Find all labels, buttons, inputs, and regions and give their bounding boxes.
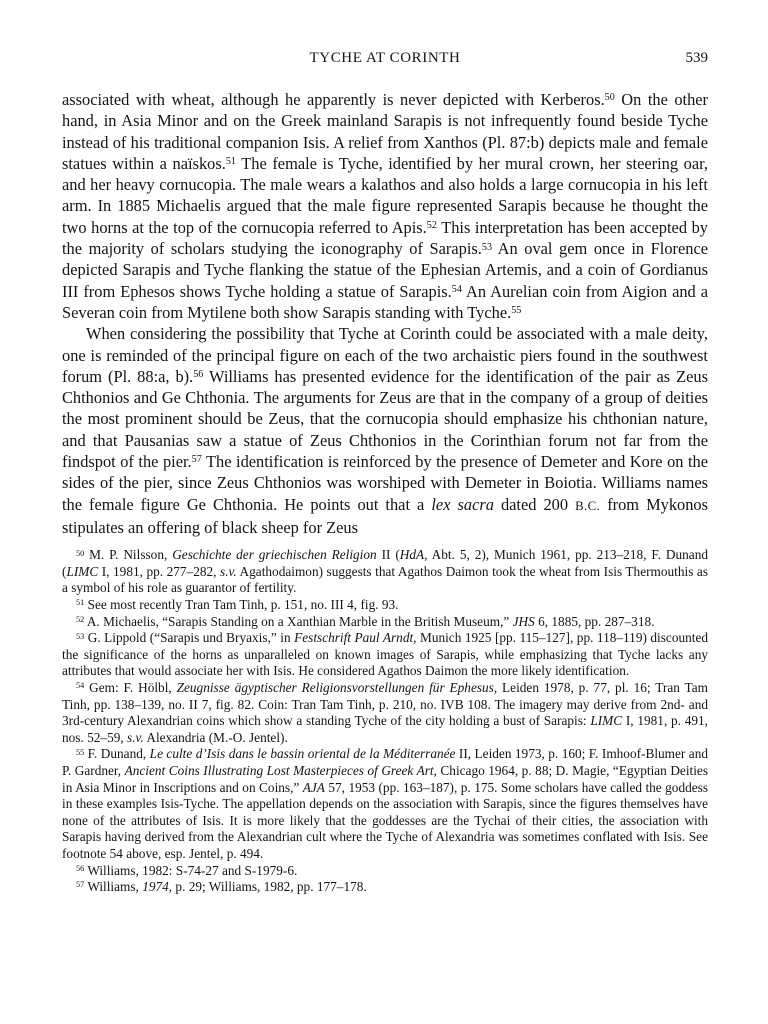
footnote-number: 57 bbox=[76, 880, 85, 890]
footnote bbox=[62, 863, 708, 880]
footnote bbox=[62, 630, 708, 680]
text-run: M. P. Nilsson, bbox=[84, 547, 173, 563]
footnote bbox=[62, 614, 708, 631]
italic-text: LIMC bbox=[66, 563, 99, 579]
italic-text: LIMC bbox=[590, 713, 623, 729]
body-paragraph bbox=[62, 89, 708, 323]
text-run: Alexandria (M.-O. Jentel). bbox=[143, 729, 288, 745]
text-run: dated 200 bbox=[493, 494, 576, 514]
italic-text: s.v. bbox=[127, 729, 144, 745]
footnote bbox=[62, 597, 708, 614]
footnote bbox=[62, 879, 708, 896]
text-run: II, Leiden 1973, p. 160; F. Imhoof-Blumer and P. Gardner, bbox=[62, 746, 708, 778]
text-run: Williams, bbox=[84, 879, 143, 895]
italic-text: AJA bbox=[302, 779, 325, 795]
text-run: 6, 1885, pp. 287–318. bbox=[534, 613, 655, 629]
footnote-number: 53 bbox=[76, 631, 85, 641]
italic-text: Le culte d’Isis dans le bassin oriental de la Méditerranée bbox=[149, 746, 456, 762]
text-block bbox=[62, 50, 708, 896]
footnote-number: 51 bbox=[76, 598, 85, 608]
footnote-number: 55 bbox=[76, 747, 85, 757]
italic-text: s.v. bbox=[220, 563, 237, 579]
text-run: , Munich 1925 [pp. 115–127], pp. 118–119) discounted the significance of the horns as unparalleled on known images of Sarapis, while emphasizing that Tyche lacks any attributes that would associate her with Isis. He considered Agathos Daimon the more likely identification. bbox=[62, 630, 709, 679]
italic-text: Ancient Coins Illustrating Lost Masterpieces of Greek Art bbox=[124, 762, 434, 778]
text-run: This interpretation has been accepted by the majority of scholars studying the iconography of Sarapis. bbox=[62, 217, 708, 259]
footnote-reference: 53 bbox=[481, 241, 493, 253]
text-run: G. Lippold (“Sarapis und Bryaxis,” in bbox=[84, 630, 295, 646]
italic-text: Geschichte der griechischen Religion bbox=[172, 547, 377, 563]
text-run: A. Michaelis, “Sarapis Standing on a Xanthian Marble in the British Museum,” bbox=[84, 613, 513, 629]
italic-text: JHS bbox=[512, 613, 535, 629]
footnote-reference: 54 bbox=[451, 284, 462, 296]
footnote-number: 52 bbox=[76, 614, 85, 624]
running-title: TYCHE AT CORINTH bbox=[309, 50, 461, 66]
article-body bbox=[62, 89, 708, 538]
text-run: See most recently Tran Tam Tinh, p. 151, no. III 4, fig. 93. bbox=[84, 597, 399, 613]
footnote-number: 50 bbox=[76, 548, 85, 558]
text-run: , p. 29; Williams, 1982, pp. 177–178. bbox=[168, 879, 367, 895]
footnote-reference: 50 bbox=[604, 92, 615, 104]
page-header bbox=[62, 50, 708, 68]
footnote-reference: 55 bbox=[511, 305, 522, 317]
text-run: I, 1981, p. 491, nos. 52–59, bbox=[62, 713, 708, 745]
italic-text: lex sacra bbox=[431, 494, 494, 514]
text-run: On the other hand, in Asia Minor and on the Greek mainland Sarapis is not infrequently found beside Tyche instead of his traditional companion Isis. A relief from Xanthos (Pl. 87:b) depicts male and female statues within a naïskos. bbox=[62, 90, 708, 173]
italic-text: HdA bbox=[399, 547, 425, 563]
text-run: 57, 1953 (pp. 163–187), p. 175. Some scholars have called the goddess in these examples Isis-Tyche. The appellation depends on the association with Sarapis, since the figures themselves have none of the attributes of Isis. It is more likely that the goddesses are the Tychai of their cities, the association with Sarapis having derived from the Alexandrian cult where the Tyche of Alexandria was sometimes conflated with Isis. See footnote 54 above, esp. Jentel, p. 494. bbox=[62, 779, 708, 861]
text-run: Gem: F. Hölbl, bbox=[84, 679, 177, 695]
text-run: I, 1981, pp. 277–282, bbox=[98, 563, 221, 579]
text-run: The female is Tyche, identified by her mural crown, her steering oar, and her heavy cornucopia. The male wears a kalathos and also holds a large cornucopia in his left arm. In 1885 Michaelis argued that the male figure represented Sarapis because he thought the two horns at the top of the cornucopia referred to Apis. bbox=[62, 153, 708, 237]
text-run: F. Dunand, bbox=[84, 746, 150, 762]
footnote-reference: 57 bbox=[191, 454, 202, 466]
text-run: When considering the possibility that Tyche at Corinth could be associated with a male deity, one is reminded of the principal figure on each of the two archaistic piers found in the southwest forum (Pl. 88:a, b). bbox=[62, 324, 708, 386]
smallcaps-text: B.C. bbox=[575, 498, 601, 513]
text-run: from Mykonos stipulates an offering of black sheep for Zeus bbox=[62, 494, 709, 537]
footnotes-section bbox=[62, 547, 708, 895]
footnote bbox=[62, 746, 708, 862]
text-run: , Abt. 5, 2), Munich 1961, pp. 213–218, F. Dunand ( bbox=[62, 547, 709, 579]
footnote-reference: 52 bbox=[426, 220, 437, 232]
text-run: Williams, 1982: S-74-27 and S-1979-6. bbox=[84, 862, 298, 878]
footnote-number: 54 bbox=[76, 681, 85, 691]
text-run: The identification is reinforced by the presence of Demeter and Kore on the sides of the pier, since Zeus Chthonios was worshiped with Demeter in Boiotia. Williams names the female figure Ge Chthonia. He points out that a bbox=[62, 452, 709, 514]
text-run: Agathodaimon) suggests that Agathos Daimon took the wheat from Isis Thermouthis as a symbol of his role as guarantor of fertility. bbox=[62, 563, 708, 596]
page-number: 539 bbox=[685, 50, 708, 66]
text-run: II ( bbox=[376, 547, 400, 563]
footnote bbox=[62, 547, 708, 597]
footnote-reference: 56 bbox=[193, 369, 204, 381]
text-run: An Aurelian coin from Aigion and a Severan coin from Mytilene both show Sarapis standing with Tyche. bbox=[62, 281, 708, 322]
italic-text: Festschrift Paul Arndt bbox=[294, 630, 414, 646]
text-run: An oval gem once in Florence depicted Sarapis and Tyche flanking the statue of the Ephesian Artemis, and a coin of Gordianus III from Ephesos shows Tyche holding a statue of Sarapis. bbox=[62, 239, 708, 301]
italic-text: Zeugnisse ägyptischer Religionsvorstellungen für Ephesus bbox=[176, 679, 494, 695]
italic-text: 1974 bbox=[142, 879, 169, 895]
text-run: Williams has presented evidence for the identification of the pair as Zeus Chthonios and Ge Chthonia. The arguments for Zeus are that in the company of a group of deities the most prominent should be Zeus, that the cornucopia should emphasize his chthonian nature, and that Pausanias saw a statue of Zeus Chthonios in the Corinthian forum not far from the findspot of the pier. bbox=[62, 366, 708, 472]
footnote-reference: 51 bbox=[225, 156, 236, 168]
footnote bbox=[62, 680, 708, 746]
text-run: , Chicago 1964, p. 88; D. Magie, “Egyptian Deities in Asia Minor in Inscriptions and on Coins,” bbox=[62, 762, 708, 795]
footnote-number: 56 bbox=[76, 863, 85, 873]
body-paragraph bbox=[62, 323, 708, 538]
text-run: , Leiden 1978, p. 77, pl. 16; Tran Tam Tinh, pp. 138–139, no. II 7, fig. 82. Coin: Tran Tam Tinh, p. 210, no. IVB 108. The imagery may derive from 2nd- and 3rd-century Alexandrian coins which show a standing Tyche of the city holding a bust of Sarapis: bbox=[62, 679, 708, 729]
text-run: associated with wheat, although he apparently is never depicted with Kerberos. bbox=[62, 90, 605, 109]
